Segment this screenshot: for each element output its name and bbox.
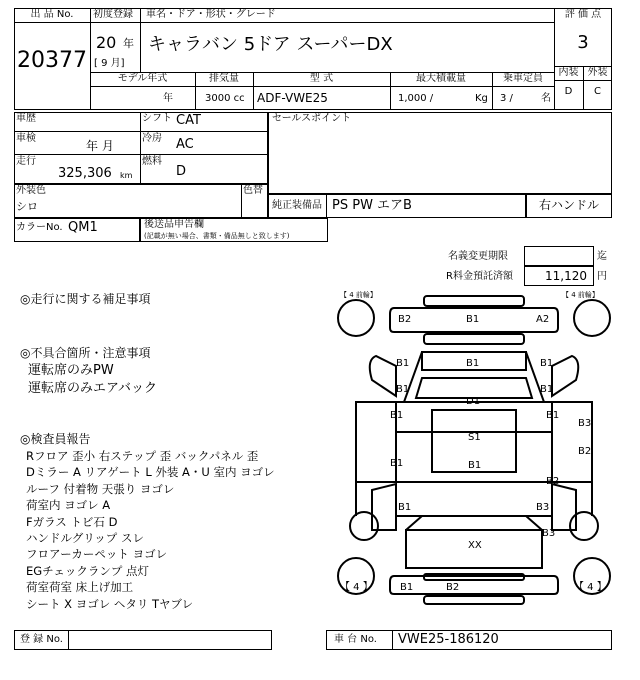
capacity-unit: 名 [541, 93, 551, 104]
model-type: ADF-VWE25 [257, 91, 328, 105]
color-no-label: カラーNo. [16, 222, 63, 233]
shift-label: シフト [142, 113, 172, 124]
displacement: 3000 cc [205, 93, 245, 104]
mark-back-door: XX [468, 540, 482, 551]
aircon-label: 冷房 [142, 133, 162, 144]
vehicle-info-box [14, 112, 268, 184]
mark-fender-fr: B1 [540, 358, 554, 369]
recycle-label: R料金預託済額 [446, 271, 513, 282]
capacity: 3 / [500, 93, 513, 104]
mark-right-side-b2: B2 [578, 446, 592, 457]
interior-label: 内装 [558, 67, 579, 78]
grade-label: 評 価 点 [564, 9, 602, 20]
inspector-item: Rフロア 歪小 右ステップ 歪 バックパネル 歪 [26, 449, 259, 463]
history-label: 車歴 [16, 113, 36, 124]
car-name-label: 車名・ドア・形状・グレード [146, 9, 276, 20]
defect-item: 運転席のみPW [28, 363, 114, 378]
lot-no-label: 出 品 No. [30, 9, 74, 20]
defects-title: ◎不具合箇所・注意事項 [20, 346, 151, 360]
first-reg-label: 初度登録 [93, 9, 133, 20]
mark-right-rear-b2: B2 [546, 476, 560, 487]
interior-grade: D [564, 86, 573, 97]
color-change-label: 色替 [243, 185, 263, 196]
mark-door-l1: B1 [390, 410, 404, 421]
mark-door-l2: B1 [390, 458, 404, 469]
first-reg-year-unit: 年 [123, 37, 134, 50]
tire-front-right: 【 4 前輪】 [562, 291, 599, 299]
inspector-title: ◎検査員報告 [20, 432, 91, 446]
max-load: 1,000 / [398, 93, 434, 104]
recycle-unit: 円 [597, 271, 607, 282]
steering: 右ハンドル [538, 198, 599, 212]
defect-item: 運転席のみエアバック [28, 381, 157, 396]
first-reg-year: 20 [96, 33, 117, 52]
inspector-section [20, 430, 275, 612]
inspector-item: Fガラス トビ石 D [26, 514, 118, 529]
tire-front-left: 【 4 前輪】 [340, 291, 377, 299]
inspector-item: Dミラー A リアゲート L 外装 A・U 室内 ヨゴレ [26, 465, 275, 480]
aircon: AC [176, 137, 194, 152]
mark-windshield: D1 [466, 396, 481, 407]
mark-quarter-r: B3 [536, 502, 550, 513]
mark-quarter-r2: B3 [542, 528, 556, 539]
exterior-color-label: 外装色 [16, 185, 46, 196]
color-no: QM1 [68, 220, 98, 235]
inspection-label: 車検 [16, 133, 36, 144]
exterior-color-box [14, 184, 268, 218]
mark-fender-fr2: B1 [540, 384, 554, 395]
mark-hood: B1 [466, 358, 480, 369]
mark-front-bumper-right: A2 [536, 314, 550, 325]
name-change-box [524, 246, 594, 266]
mileage-label: 走行 [16, 156, 36, 167]
inspector-item: シート X ヨゴレ ヘタリ Tヤブレ [26, 596, 194, 611]
mark-fender-fl2: B1 [396, 384, 410, 395]
name-change-unit: 迄 [597, 251, 607, 262]
mark-door-r1: B1 [546, 410, 560, 421]
first-reg-month: [ 9 月] [94, 58, 125, 69]
exterior-color: シロ [16, 200, 38, 213]
inspector-item: EGチェックランプ 点灯 [26, 563, 149, 578]
load-unit: Kg [475, 93, 488, 104]
overall-grade: 3 [577, 32, 589, 53]
inspector-item: フロアーカーペット ヨゴレ [26, 547, 168, 562]
car-outline [336, 290, 612, 606]
chassis-no: VWE25-186120 [398, 632, 499, 647]
mileage-unit: km [120, 171, 133, 180]
model-year-label: モデル年式 [117, 73, 168, 84]
sales-points-label: セールスポイント [272, 113, 352, 124]
car-name: キャラバン 5ドア スーパーDX [148, 34, 393, 55]
mileage: 325,306 [58, 166, 112, 181]
reg-no-label: 登 録 No. [20, 634, 63, 645]
mark-right-side-b3: B3 [578, 418, 592, 429]
mark-rear-bumper-left: B1 [400, 582, 414, 593]
mark-fender-fl: B1 [396, 358, 410, 369]
mark-roof: S1 [468, 432, 481, 443]
inspector-item: ハンドルグリップ スレ [26, 531, 144, 546]
inspector-item: 荷室内 ヨゴレ A [26, 498, 111, 513]
defects-section [20, 344, 157, 398]
driving-notes-title: ◎走行に関する補足事項 [20, 292, 151, 306]
mark-rear-bumper-center: B2 [446, 582, 460, 593]
type-label: 型 式 [309, 73, 334, 84]
name-change-label: 名義変更期限 [448, 251, 508, 262]
mark-quarter-l: B1 [398, 502, 412, 513]
shift: CAT [176, 113, 201, 128]
capacity-label: 乗車定員 [503, 73, 543, 84]
inspection-value: 年 月 [86, 139, 114, 153]
recycle-amount: 11,120 [545, 269, 587, 283]
inspector-item: ルーフ 付着物 天張り ヨゴレ [26, 481, 175, 496]
mark-roof-rear: B1 [468, 460, 482, 471]
lot-no: 20377 [17, 48, 87, 73]
exterior-label: 外装 [587, 67, 608, 78]
chassis-label: 車 台 No. [334, 634, 377, 645]
mark-front-bumper-center: B1 [466, 314, 480, 325]
fuel-label: 燃料 [142, 156, 162, 167]
model-year-unit: 年 [163, 93, 173, 104]
inspector-item: 荷室荷室 床上げ加工 [26, 580, 134, 595]
equipment-label: 純正装備品 [272, 200, 322, 211]
load-label: 最大積載量 [416, 73, 466, 84]
exterior-grade: C [594, 86, 601, 97]
tire-rear-right: 【 4 】 [574, 582, 607, 593]
displacement-label: 排気量 [209, 73, 239, 84]
tire-rear-left: 【 4 】 [340, 582, 373, 593]
aftermarket-note: (記載が無い場合、書類・備品無しと致します) [144, 232, 290, 240]
mark-front-bumper-left: B2 [398, 314, 412, 325]
equipment: PS PW エアB [332, 198, 412, 213]
aftermarket-label: 後送品申告欄 [144, 219, 204, 230]
fuel: D [176, 164, 187, 179]
damage-diagram [336, 290, 612, 606]
notes-section [20, 290, 150, 308]
